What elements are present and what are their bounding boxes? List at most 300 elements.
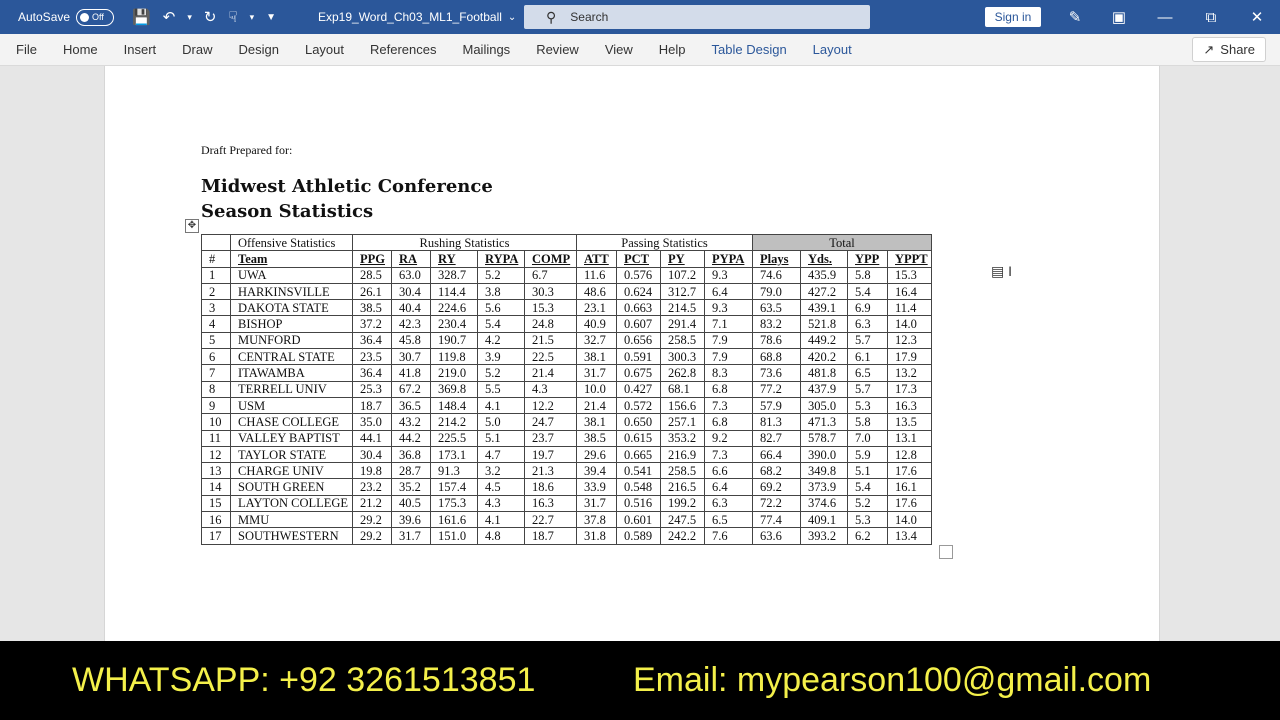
table-cell[interactable]: 5.3 [848, 512, 888, 528]
table-cell[interactable]: 9.2 [705, 430, 753, 446]
table-cell[interactable]: 22.5 [525, 349, 577, 365]
table-cell[interactable]: 30.4 [353, 446, 392, 462]
table-cell[interactable]: 3.8 [478, 283, 525, 299]
table-cell[interactable]: 578.7 [801, 430, 848, 446]
table-cell[interactable]: 5.2 [848, 495, 888, 511]
table-cell[interactable]: USM [231, 397, 353, 413]
table-cell[interactable]: LAYTON COLLEGE [231, 495, 353, 511]
tab-mailings[interactable]: Mailings [462, 42, 511, 57]
table-cell[interactable]: 17.6 [888, 463, 932, 479]
table-cell[interactable]: 437.9 [801, 381, 848, 397]
table-cell[interactable]: 17.6 [888, 495, 932, 511]
table-cell[interactable]: 21.4 [525, 365, 577, 381]
table-cell[interactable]: 435.9 [801, 267, 848, 283]
table-cell[interactable]: 31.7 [392, 528, 431, 544]
table-cell[interactable]: 41.8 [392, 365, 431, 381]
table-cell[interactable]: 6.7 [525, 267, 577, 283]
table-cell[interactable]: 374.6 [801, 495, 848, 511]
table-cell[interactable]: 481.8 [801, 365, 848, 381]
table-cell[interactable]: 23.5 [353, 349, 392, 365]
table-cell[interactable]: 68.8 [753, 349, 801, 365]
table-cell[interactable]: 17.9 [888, 349, 932, 365]
table-cell[interactable]: CHASE COLLEGE [231, 414, 353, 430]
table-cell[interactable]: 73.6 [753, 365, 801, 381]
table-cell[interactable]: 44.2 [392, 430, 431, 446]
table-cell[interactable]: 0.541 [617, 463, 661, 479]
table-cell[interactable]: 40.5 [392, 495, 431, 511]
table-cell[interactable]: 353.2 [661, 430, 705, 446]
table-cell[interactable]: 30.4 [392, 283, 431, 299]
table-cell[interactable]: 21.2 [353, 495, 392, 511]
table-cell[interactable]: 78.6 [753, 332, 801, 348]
table-cell[interactable]: 214.2 [431, 414, 478, 430]
table-cell[interactable]: 5 [202, 332, 231, 348]
table-cell[interactable]: 373.9 [801, 479, 848, 495]
table-cell[interactable]: 35.2 [392, 479, 431, 495]
table-cell[interactable]: 6.6 [705, 463, 753, 479]
group-header-offensive[interactable]: Offensive Statistics [231, 235, 353, 251]
table-cell[interactable]: 5.1 [848, 463, 888, 479]
table-cell[interactable]: 216.9 [661, 446, 705, 462]
table-cell[interactable]: 0.576 [617, 267, 661, 283]
table-cell[interactable]: 199.2 [661, 495, 705, 511]
table-cell[interactable]: 5.8 [848, 267, 888, 283]
document-name[interactable] [318, 10, 518, 24]
table-cell[interactable]: 216.5 [661, 479, 705, 495]
table-cell[interactable]: 471.3 [801, 414, 848, 430]
ribbon-display-icon[interactable]: ▣ [1111, 9, 1127, 26]
table-cell[interactable]: 0.607 [617, 316, 661, 332]
table-cell[interactable]: 31.8 [577, 528, 617, 544]
redo-icon[interactable]: ↻ [203, 9, 217, 26]
tab-table-design[interactable]: Table Design [711, 42, 787, 57]
table-cell[interactable]: 0.572 [617, 397, 661, 413]
close-icon[interactable]: ✕ [1250, 9, 1264, 26]
document-canvas[interactable] [0, 66, 1280, 641]
table-cell[interactable]: 214.5 [661, 300, 705, 316]
table-cell[interactable]: 12.3 [888, 332, 932, 348]
table-cell[interactable]: 13.5 [888, 414, 932, 430]
table-cell[interactable]: 6.3 [705, 495, 753, 511]
table-cell[interactable]: 258.5 [661, 463, 705, 479]
table-cell[interactable]: 151.0 [431, 528, 478, 544]
table-cell[interactable]: 66.4 [753, 446, 801, 462]
table-cell[interactable]: 219.0 [431, 365, 478, 381]
table-cell[interactable]: 312.7 [661, 283, 705, 299]
table-cell[interactable]: 42.3 [392, 316, 431, 332]
table-cell[interactable]: 45.8 [392, 332, 431, 348]
table-cell[interactable]: 36.4 [353, 365, 392, 381]
table-cell[interactable]: 38.1 [577, 349, 617, 365]
table-cell[interactable]: 0.601 [617, 512, 661, 528]
restore-icon[interactable]: ⧉ [1205, 8, 1217, 26]
table-cell[interactable]: 13 [202, 463, 231, 479]
table-cell[interactable]: 16 [202, 512, 231, 528]
tab-insert[interactable]: Insert [123, 42, 157, 57]
table-cell[interactable]: 190.7 [431, 332, 478, 348]
table-cell[interactable]: CHARGE UNIV [231, 463, 353, 479]
table-cell[interactable]: TAYLOR STATE [231, 446, 353, 462]
group-header-passing[interactable]: Passing Statistics [577, 235, 753, 251]
table-cell[interactable]: 26.1 [353, 283, 392, 299]
table-cell[interactable]: 175.3 [431, 495, 478, 511]
table-cell[interactable]: 15.3 [525, 300, 577, 316]
table-cell[interactable]: 0.591 [617, 349, 661, 365]
table-cell[interactable]: 6.5 [705, 512, 753, 528]
table-move-handle-icon[interactable]: ✥ [185, 219, 199, 233]
table-cell[interactable]: 16.4 [888, 283, 932, 299]
table-cell[interactable]: 291.4 [661, 316, 705, 332]
table-cell[interactable]: 63.0 [392, 267, 431, 283]
table-cell[interactable]: 22.7 [525, 512, 577, 528]
table-cell[interactable]: 5.1 [478, 430, 525, 446]
table-cell[interactable]: 427.2 [801, 283, 848, 299]
group-header-empty[interactable] [202, 235, 231, 251]
pen-icon[interactable]: ✎ [1068, 9, 1082, 26]
column-header-ppg[interactable]: PPG [353, 251, 392, 267]
tab-table-layout[interactable]: Layout [812, 42, 852, 57]
table-cell[interactable]: 24.8 [525, 316, 577, 332]
table-cell[interactable]: 0.589 [617, 528, 661, 544]
table-cell[interactable]: 5.7 [848, 332, 888, 348]
column-header-ry[interactable]: RY [431, 251, 478, 267]
table-cell[interactable]: 4.1 [478, 397, 525, 413]
table-cell[interactable]: 18.7 [353, 397, 392, 413]
table-cell[interactable]: 11.4 [888, 300, 932, 316]
table-cell[interactable]: 25.3 [353, 381, 392, 397]
table-cell[interactable]: 67.2 [392, 381, 431, 397]
table-cell[interactable]: MMU [231, 512, 353, 528]
table-cell[interactable]: 420.2 [801, 349, 848, 365]
table-cell[interactable]: 7.3 [705, 446, 753, 462]
table-cell[interactable]: 14 [202, 479, 231, 495]
table-cell[interactable]: 3.2 [478, 463, 525, 479]
table-cell[interactable]: SOUTH GREEN [231, 479, 353, 495]
table-cell[interactable]: 5.4 [848, 283, 888, 299]
table-cell[interactable]: 23.7 [525, 430, 577, 446]
table-cell[interactable]: 0.427 [617, 381, 661, 397]
table-cell[interactable]: VALLEY BAPTIST [231, 430, 353, 446]
table-cell[interactable]: BISHOP [231, 316, 353, 332]
table-cell[interactable]: 258.5 [661, 332, 705, 348]
table-cell[interactable]: 21.3 [525, 463, 577, 479]
table-cell[interactable]: 38.1 [577, 414, 617, 430]
column-header-yppt[interactable]: YPPT [888, 251, 932, 267]
table-cell[interactable]: 5.7 [848, 381, 888, 397]
group-header-total[interactable]: Total [753, 235, 932, 251]
column-header-rypa[interactable]: RYPA [478, 251, 525, 267]
search-box[interactable] [524, 5, 870, 29]
table-cell[interactable]: DAKOTA STATE [231, 300, 353, 316]
table-cell[interactable]: 0.615 [617, 430, 661, 446]
table-cell[interactable]: 5.2 [478, 267, 525, 283]
table-cell[interactable]: 0.675 [617, 365, 661, 381]
table-cell[interactable]: 83.2 [753, 316, 801, 332]
document-page[interactable] [104, 66, 1160, 641]
table-cell[interactable]: 0.548 [617, 479, 661, 495]
table-cell[interactable]: 5.2 [478, 365, 525, 381]
tab-file[interactable]: File [16, 42, 37, 57]
table-cell[interactable]: 0.624 [617, 283, 661, 299]
table-cell[interactable]: 37.8 [577, 512, 617, 528]
table-cell[interactable]: 74.6 [753, 267, 801, 283]
table-cell[interactable]: 161.6 [431, 512, 478, 528]
tab-view[interactable]: View [604, 42, 633, 57]
table-cell[interactable]: 409.1 [801, 512, 848, 528]
table-cell[interactable]: 2 [202, 283, 231, 299]
table-cell[interactable]: 81.3 [753, 414, 801, 430]
table-cell[interactable]: 40.9 [577, 316, 617, 332]
table-cell[interactable]: 6.4 [705, 479, 753, 495]
table-cell[interactable]: 4.1 [478, 512, 525, 528]
group-header-rushing[interactable]: Rushing Statistics [353, 235, 577, 251]
table-cell[interactable]: 449.2 [801, 332, 848, 348]
chevron-down-icon[interactable]: ▾ [187, 11, 192, 22]
tab-layout[interactable]: Layout [304, 42, 345, 57]
sign-in-button[interactable]: Sign in [985, 7, 1041, 27]
table-cell[interactable]: 14.0 [888, 512, 932, 528]
undo-icon[interactable]: ↶ [162, 9, 176, 26]
table-cell[interactable]: 6.1 [848, 349, 888, 365]
table-cell[interactable]: 5.8 [848, 414, 888, 430]
table-cell[interactable]: 23.2 [353, 479, 392, 495]
table-cell[interactable]: 148.4 [431, 397, 478, 413]
table-cell[interactable]: 68.2 [753, 463, 801, 479]
table-cell[interactable]: 9 [202, 397, 231, 413]
table-cell[interactable]: 30.7 [392, 349, 431, 365]
table-cell[interactable]: 12.8 [888, 446, 932, 462]
table-cell[interactable]: 82.7 [753, 430, 801, 446]
table-cell[interactable]: 114.4 [431, 283, 478, 299]
save-icon[interactable]: 💾 [132, 9, 151, 26]
table-cell[interactable]: 15 [202, 495, 231, 511]
table-cell[interactable]: 224.6 [431, 300, 478, 316]
table-cell[interactable]: CENTRAL STATE [231, 349, 353, 365]
table-cell[interactable]: 5.4 [848, 479, 888, 495]
table-cell[interactable]: 0.663 [617, 300, 661, 316]
table-cell[interactable]: 16.1 [888, 479, 932, 495]
table-cell[interactable]: 107.2 [661, 267, 705, 283]
table-cell[interactable]: 390.0 [801, 446, 848, 462]
table-cell[interactable]: 38.5 [577, 430, 617, 446]
table-cell[interactable]: 35.0 [353, 414, 392, 430]
column-header-pypa[interactable]: PYPA [705, 251, 753, 267]
table-cell[interactable]: 6.5 [848, 365, 888, 381]
table-cell[interactable]: HARKINSVILLE [231, 283, 353, 299]
table-resize-handle[interactable] [939, 545, 953, 559]
table-cell[interactable]: 18.6 [525, 479, 577, 495]
table-cell[interactable]: 6.8 [705, 414, 753, 430]
table-cell[interactable]: 300.3 [661, 349, 705, 365]
table-cell[interactable]: 23.1 [577, 300, 617, 316]
table-cell[interactable]: 0.656 [617, 332, 661, 348]
tab-design[interactable]: Design [238, 42, 279, 57]
table-cell[interactable]: 8.3 [705, 365, 753, 381]
table-cell[interactable]: 68.1 [661, 381, 705, 397]
table-cell[interactable]: 7.6 [705, 528, 753, 544]
table-cell[interactable]: 11 [202, 430, 231, 446]
table-cell[interactable]: 7 [202, 365, 231, 381]
table-cell[interactable]: 33.9 [577, 479, 617, 495]
column-header-team[interactable]: Team [231, 251, 353, 267]
table-cell[interactable]: 0.650 [617, 414, 661, 430]
table-cell[interactable]: UWA [231, 267, 353, 283]
table-cell[interactable]: 16.3 [888, 397, 932, 413]
table-cell[interactable]: 7.3 [705, 397, 753, 413]
table-cell[interactable]: 13.4 [888, 528, 932, 544]
table-cell[interactable]: 79.0 [753, 283, 801, 299]
table-cell[interactable]: 5.5 [478, 381, 525, 397]
column-header-ra[interactable]: RA [392, 251, 431, 267]
table-cell[interactable]: 72.2 [753, 495, 801, 511]
table-cell[interactable]: 11.6 [577, 267, 617, 283]
table-cell[interactable]: 6.8 [705, 381, 753, 397]
table-cell[interactable]: 7.9 [705, 332, 753, 348]
customize-qat-icon[interactable]: ▼ [266, 11, 276, 23]
statistics-table[interactable] [201, 234, 932, 545]
table-cell[interactable]: 69.2 [753, 479, 801, 495]
table-cell[interactable]: 6.2 [848, 528, 888, 544]
table-cell[interactable]: 16.3 [525, 495, 577, 511]
table-cell[interactable]: 15.3 [888, 267, 932, 283]
table-cell[interactable]: 19.7 [525, 446, 577, 462]
table-cell[interactable]: 29.2 [353, 528, 392, 544]
table-cell[interactable]: 36.4 [353, 332, 392, 348]
table-cell[interactable]: 6 [202, 349, 231, 365]
table-cell[interactable]: 37.2 [353, 316, 392, 332]
table-cell[interactable]: 0.665 [617, 446, 661, 462]
table-cell[interactable]: 119.8 [431, 349, 478, 365]
tab-draw[interactable]: Draw [182, 42, 213, 57]
table-cell[interactable]: 305.0 [801, 397, 848, 413]
table-cell[interactable]: 43.2 [392, 414, 431, 430]
table-cell[interactable]: 1 [202, 267, 231, 283]
table-cell[interactable]: 6.3 [848, 316, 888, 332]
column-header-ypp[interactable]: YPP [848, 251, 888, 267]
autosave-toggle[interactable] [76, 9, 114, 26]
table-cell[interactable]: 77.2 [753, 381, 801, 397]
table-cell[interactable]: 32.7 [577, 332, 617, 348]
column-header-number[interactable]: # [202, 251, 231, 267]
table-cell[interactable]: 40.4 [392, 300, 431, 316]
table-cell[interactable]: 349.8 [801, 463, 848, 479]
table-cell[interactable]: 21.5 [525, 332, 577, 348]
table-cell[interactable]: 156.6 [661, 397, 705, 413]
table-cell[interactable]: 157.4 [431, 479, 478, 495]
table-cell[interactable]: 28.5 [353, 267, 392, 283]
table-cell[interactable]: 63.6 [753, 528, 801, 544]
table-cell[interactable]: 247.5 [661, 512, 705, 528]
table-cell[interactable]: 31.7 [577, 365, 617, 381]
table-cell[interactable]: 7.1 [705, 316, 753, 332]
table-cell[interactable]: TERRELL UNIV [231, 381, 353, 397]
table-cell[interactable]: 5.6 [478, 300, 525, 316]
column-header-pct[interactable]: PCT [617, 251, 661, 267]
table-cell[interactable]: 6.4 [705, 283, 753, 299]
table-cell[interactable]: 3 [202, 300, 231, 316]
table-cell[interactable]: 3.9 [478, 349, 525, 365]
table-cell[interactable]: 8 [202, 381, 231, 397]
column-header-att[interactable]: ATT [577, 251, 617, 267]
table-cell[interactable]: 57.9 [753, 397, 801, 413]
table-cell[interactable]: 439.1 [801, 300, 848, 316]
table-cell[interactable]: 31.7 [577, 495, 617, 511]
table-cell[interactable]: 48.6 [577, 283, 617, 299]
table-cell[interactable]: 10 [202, 414, 231, 430]
table-cell[interactable]: 521.8 [801, 316, 848, 332]
table-cell[interactable]: 7.0 [848, 430, 888, 446]
table-cell[interactable]: 38.5 [353, 300, 392, 316]
touch-mode-icon[interactable]: ☟ [228, 9, 238, 26]
table-cell[interactable]: 12 [202, 446, 231, 462]
table-cell[interactable]: 225.5 [431, 430, 478, 446]
table-cell[interactable]: 7.9 [705, 349, 753, 365]
table-cell[interactable]: 369.8 [431, 381, 478, 397]
column-header-comp[interactable]: COMP [525, 251, 577, 267]
table-cell[interactable]: 39.6 [392, 512, 431, 528]
table-cell[interactable]: 173.1 [431, 446, 478, 462]
table-cell[interactable]: ITAWAMBA [231, 365, 353, 381]
table-cell[interactable]: 77.4 [753, 512, 801, 528]
table-cell[interactable]: 21.4 [577, 397, 617, 413]
column-header-plays[interactable]: Plays [753, 251, 801, 267]
tab-help[interactable]: Help [658, 42, 686, 57]
table-cell[interactable]: 36.5 [392, 397, 431, 413]
table-cell[interactable]: 63.5 [753, 300, 801, 316]
table-cell[interactable]: 9.3 [705, 300, 753, 316]
table-cell[interactable]: 44.1 [353, 430, 392, 446]
chevron-down-icon[interactable]: ▾ [249, 11, 255, 22]
table-cell[interactable]: 19.8 [353, 463, 392, 479]
tab-references[interactable]: References [370, 42, 437, 57]
table-cell[interactable]: 4.3 [525, 381, 577, 397]
table-cell[interactable]: 18.7 [525, 528, 577, 544]
table-cell[interactable]: 242.2 [661, 528, 705, 544]
table-cell[interactable]: 5.0 [478, 414, 525, 430]
table-cell[interactable]: SOUTHWESTERN [231, 528, 353, 544]
share-button[interactable] [1192, 37, 1266, 62]
table-cell[interactable]: 29.6 [577, 446, 617, 462]
table-cell[interactable]: 230.4 [431, 316, 478, 332]
table-cell[interactable]: 14.0 [888, 316, 932, 332]
tab-review[interactable]: Review [536, 42, 579, 57]
table-cell[interactable]: 10.0 [577, 381, 617, 397]
table-cell[interactable]: 39.4 [577, 463, 617, 479]
table-cell[interactable]: 4.8 [478, 528, 525, 544]
table-cell[interactable]: 5.3 [848, 397, 888, 413]
table-cell[interactable]: 9.3 [705, 267, 753, 283]
table-cell[interactable]: 262.8 [661, 365, 705, 381]
table-cell[interactable]: 6.9 [848, 300, 888, 316]
table-cell[interactable]: 13.2 [888, 365, 932, 381]
table-cell[interactable]: 5.9 [848, 446, 888, 462]
table-cell[interactable]: 4 [202, 316, 231, 332]
table-cell[interactable]: 4.3 [478, 495, 525, 511]
table-cell[interactable]: 4.2 [478, 332, 525, 348]
table-cell[interactable]: 257.1 [661, 414, 705, 430]
autosave-control[interactable] [18, 9, 114, 26]
table-cell[interactable]: 12.2 [525, 397, 577, 413]
table-cell[interactable]: 91.3 [431, 463, 478, 479]
table-cell[interactable]: 13.1 [888, 430, 932, 446]
table-cell[interactable]: 17.3 [888, 381, 932, 397]
table-cell[interactable]: 17 [202, 528, 231, 544]
table-cell[interactable]: 24.7 [525, 414, 577, 430]
table-cell[interactable]: 36.8 [392, 446, 431, 462]
table-cell[interactable]: 29.2 [353, 512, 392, 528]
column-header-yds[interactable]: Yds. [801, 251, 848, 267]
table-cell[interactable]: 30.3 [525, 283, 577, 299]
